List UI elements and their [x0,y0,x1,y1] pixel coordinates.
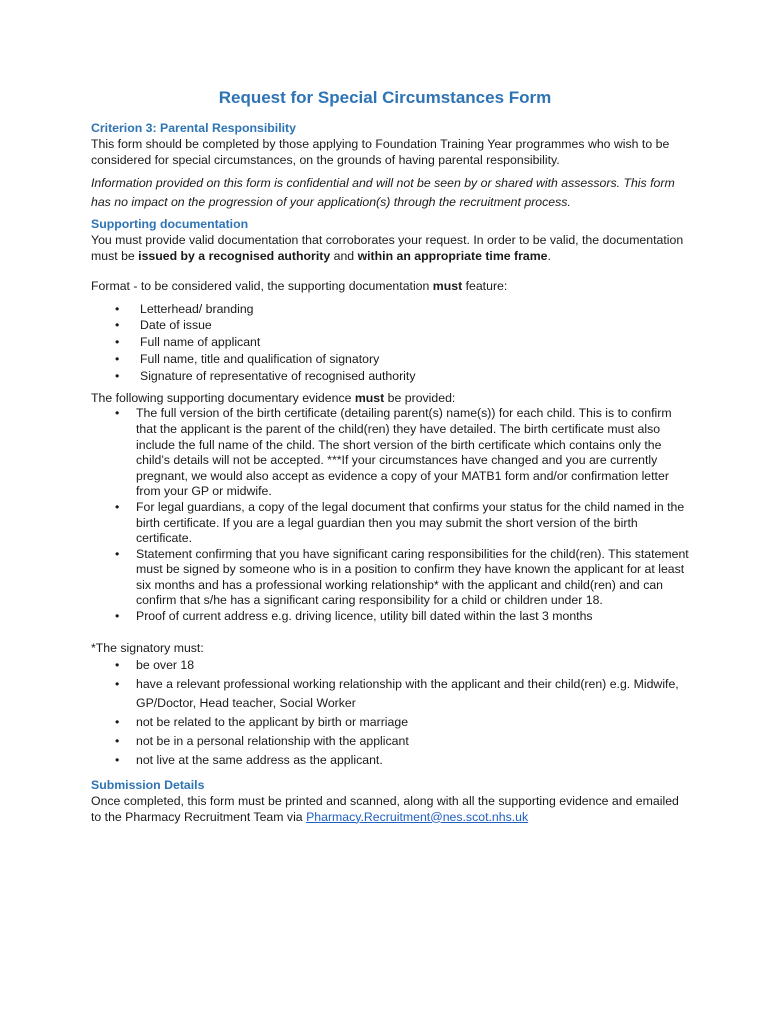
evidence-list-item: • Statement confirming that you have significant caring responsibilities for the child(ren). This statement must be signed by someone who is in a position to confirm they have known the applicant for at least six months and has a professional working relationship* with the applicant and child(ren) and can confirm that s/he has a significant caring responsibility for a child or children under 18. [91,547,691,609]
format-list [91,301,691,385]
evidence-list-item: • The full version of the birth certificate (detailing parent(s) name(s)) for each child. This is to confirm that the applicant is the parent of the child(ren) they have detailed. The birth certificate must also include the full name of the child. The short version of the birth certificate which contains only the child’s details will not be accepted. ***If your circumstances have changed and you are currently pregnant, we would also accept as evidence a copy of your MATB1 form and/or confirmation letter from your GP or midwife. [91,406,691,500]
evidence-list-item: • For legal guardians, a copy of the legal document that confirms your status for the child named in the birth certificate. If you are a legal guardian then you may submit the short version of the birth certificate. [91,500,691,547]
format-pre: Format - to be considered valid, the supporting documentation [91,278,433,293]
email-link[interactable]: Pharmacy.Recruitment@nes.scot.nhs.uk [306,809,529,824]
supporting-heading: Supporting documentation [91,217,249,232]
supporting-text-2: and [330,248,358,263]
format-list-item: • Signature of representative of recognised authority [91,368,691,385]
evidence-bold: must [354,390,385,405]
submission-paragraph [91,794,691,826]
format-post: feature: [462,278,508,293]
evidence-paragraph [91,391,691,407]
signatory-list-item: • not be in a personal relationship with the applicant [91,732,691,751]
intro-paragraph: This form should be completed by those applying to Foundation Training Year programmes who wish to be considered for special circumstances, on the grounds of having parental responsibility. [91,136,670,167]
submission-text: Once completed, this form must be printed and scanned, along with all the supporting evidence and emailed to the Pharmacy Recruitment Team via [91,793,679,824]
supporting-bold-2: within an appropriate time frame [357,248,548,263]
evidence-pre: The following supporting documentary evidence [91,390,355,405]
evidence-post: be provided: [384,390,456,405]
criterion-heading: Criterion 3: Parental Responsibility [91,121,296,135]
page-title: Request for Special Circumstances Form [218,88,552,107]
format-list-item: • Date of issue [91,317,691,334]
evidence-list [91,406,691,624]
format-bold: must [432,278,463,293]
signatory-list-item: • be over 18 [91,656,691,675]
signatory-list-item: • not be related to the applicant by birth or marriage [91,713,691,732]
document-body [91,121,691,825]
format-list-item: • Full name of applicant [91,334,691,351]
supporting-text-1: You must provide valid documentation that corroborates your request. In order to be valid, the documentation must be [91,233,684,263]
format-paragraph [91,279,691,295]
signatory-heading: *The signatory must: [91,640,204,655]
supporting-paragraph [91,233,691,265]
signatory-list-item: • not live at the same address as the applicant. [91,751,691,770]
supporting-bold-1: issued by a recognised authority [138,248,331,263]
submission-heading: Submission Details [91,777,205,792]
confidential-note: Information provided on this form is confidential and will not be seen by or shared with assessors. This form has no impact on the progression of your application(s) through the recruitment process. [91,176,675,209]
supporting-text-3: . [547,248,551,263]
evidence-list-item: • Proof of current address e.g. driving licence, utility bill dated within the last 3 months [91,609,691,625]
signatory-list [91,656,691,769]
format-list-item: • Full name, title and qualification of signatory [91,351,691,368]
signatory-list-item: • have a relevant professional working relationship with the applicant and their child(ren) e.g. Midwife, GP/Doctor, Head teacher, Social Worker [91,675,691,713]
format-list-item: • Letterhead/ branding [91,301,691,318]
